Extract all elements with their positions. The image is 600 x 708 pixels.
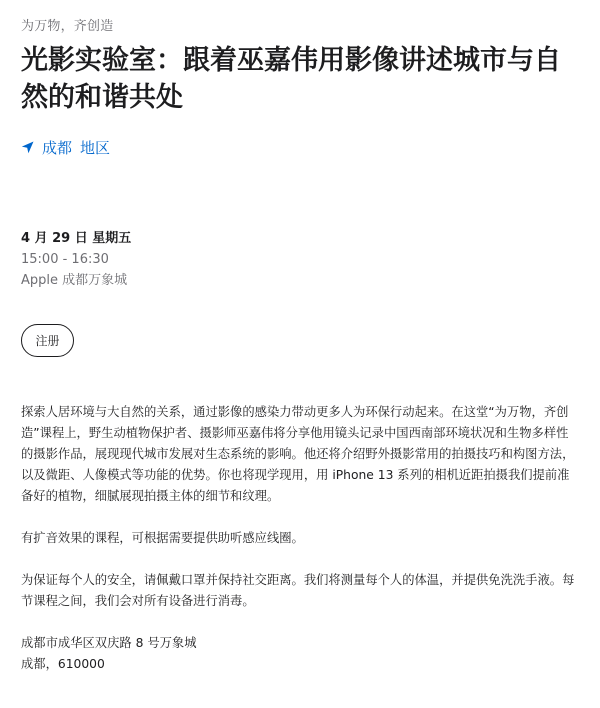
accessibility-note: 有扩音效果的课程，可根据需要提供助听感应线圈。 xyxy=(21,531,304,545)
location-region: 地区 xyxy=(80,139,111,157)
event-description-section xyxy=(21,402,577,675)
safety-note: 为保证每个人的安全，请佩戴口罩并保持社交距离。我们将测量每个人的体温，并提供免洗洗手液。每节课程之间，我们会对所有设备进行消毒。 xyxy=(21,573,575,608)
location-city: 成都 xyxy=(42,139,73,157)
event-details xyxy=(21,228,131,291)
page-title: 光影实验室：跟着巫嘉伟用影像讲述城市与自然的和谐共处 xyxy=(21,45,561,113)
event-store: Apple 成都万象城 xyxy=(21,273,128,288)
series-label: 为万物，齐创造 xyxy=(21,19,114,34)
register-button[interactable]: 注册 xyxy=(21,324,74,357)
event-time: 15:00 - 16:30 xyxy=(21,252,109,267)
address-line-2: 成都，610000 xyxy=(21,657,105,671)
address-line-1: 成都市成华区双庆路 8 号万象城 xyxy=(21,636,197,650)
event-date: 4 月 29 日 星期五 xyxy=(21,231,132,246)
store-address xyxy=(21,633,577,675)
event-description: 探索人居环境与大自然的关系，通过影像的感染力带动更多人为环保行动起来。在这堂“为万物，齐创造”课程上，野生动植物保护者、摄影师巫嘉伟将分享他用镜头记录中国西南部环境状况和生物多样性的摄影作品，展现现代城市发展对生态系统的影响。他还将介绍野外摄影常用的拍摄技巧和构图方法，以及微距、人像模式等功能的优势。你也将现学现用，用 iPhone 13 系列的相机近距拍摄我们提前准备好的植物，细腻展现拍摄主体的细节和纹理。 xyxy=(21,405,575,503)
location-arrow-icon xyxy=(21,141,34,154)
location-link[interactable] xyxy=(21,137,110,158)
